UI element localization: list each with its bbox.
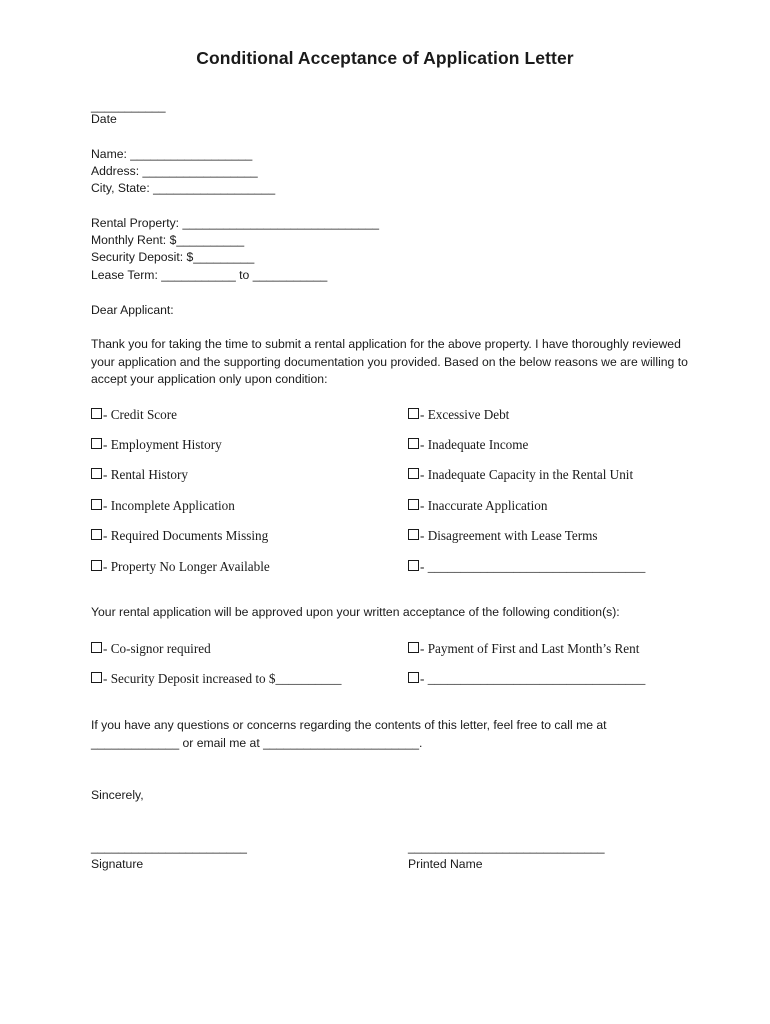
reason-checkbox[interactable]: - Incomplete Application <box>91 498 235 514</box>
condition-checkbox[interactable]: - Security Deposit increased to $__________ <box>91 671 341 687</box>
reason-checkbox[interactable]: - Inaccurate Application <box>408 498 547 514</box>
reason-checkbox[interactable]: - Employment History <box>91 437 222 453</box>
reason-checkbox[interactable]: - Inadequate Capacity in the Rental Unit <box>408 467 633 483</box>
checkbox-icon[interactable] <box>91 438 102 449</box>
checkbox-icon[interactable] <box>408 560 419 571</box>
address-field: Address: _________________ <box>91 164 258 178</box>
checkbox-icon[interactable] <box>408 672 419 683</box>
security-deposit-field: Security Deposit: $_________ <box>91 250 255 264</box>
salutation: Dear Applicant: <box>91 303 174 317</box>
condition-checkbox[interactable]: - Payment of First and Last Month’s Rent <box>408 641 639 657</box>
closing-paragraph: If you have any questions or concerns regarding the contents of this letter, feel free to call me at _____________ or email me at _______________________. <box>91 718 607 750</box>
document-title: Conditional Acceptance of Application Letter <box>196 48 574 68</box>
checkbox-icon[interactable] <box>91 499 102 510</box>
reason-checkbox[interactable]: - Credit Score <box>91 407 177 423</box>
rental-property-field: Rental Property: _____________________________ <box>91 216 380 230</box>
checkbox-icon[interactable] <box>91 672 102 683</box>
date-label: Date <box>91 112 117 126</box>
condition-checkbox[interactable]: - Co-signor required <box>91 641 211 657</box>
city-state-field: City, State: __________________ <box>91 181 276 195</box>
conditions-intro: Your rental application will be approved upon your written acceptance of the following condition(s): <box>91 605 620 619</box>
sincerely: Sincerely, <box>91 788 144 802</box>
printed-name-line: _____________________________ <box>408 840 605 854</box>
checkbox-icon[interactable] <box>91 642 102 653</box>
printed-name-label: Printed Name <box>408 857 483 871</box>
name-field: Name: __________________ <box>91 147 253 161</box>
checkbox-icon[interactable] <box>91 560 102 571</box>
checkbox-icon[interactable] <box>408 468 419 479</box>
reason-checkbox[interactable]: - Excessive Debt <box>408 407 509 423</box>
reason-checkbox[interactable]: - Rental History <box>91 467 188 483</box>
signature-line: _______________________ <box>91 840 247 854</box>
checkbox-icon[interactable] <box>91 468 102 479</box>
reason-checkbox[interactable]: - _________________________________ <box>408 559 645 575</box>
checkbox-icon[interactable] <box>91 529 102 540</box>
reason-checkbox[interactable]: - Required Documents Missing <box>91 528 268 544</box>
checkbox-icon[interactable] <box>408 438 419 449</box>
reason-checkbox[interactable]: - Property No Longer Available <box>91 559 270 575</box>
reason-checkbox[interactable]: - Inadequate Income <box>408 437 528 453</box>
checkbox-icon[interactable] <box>408 499 419 510</box>
date-blank: ___________ <box>91 99 166 113</box>
checkbox-icon[interactable] <box>91 408 102 419</box>
reason-checkbox[interactable]: - Disagreement with Lease Terms <box>408 528 598 544</box>
checkbox-icon[interactable] <box>408 642 419 653</box>
checkbox-icon[interactable] <box>408 408 419 419</box>
signature-label: Signature <box>91 857 144 871</box>
lease-term-field: Lease Term: ___________ to ___________ <box>91 268 328 282</box>
checkbox-icon[interactable] <box>408 529 419 540</box>
condition-checkbox[interactable]: - _________________________________ <box>408 671 645 687</box>
monthly-rent-field: Monthly Rent: $__________ <box>91 233 245 247</box>
intro-paragraph: Thank you for taking the time to submit a rental application for the above property. I have thoroughly reviewed your application and the supporting documentation you provided. Based on the below reasons we are willing to accept your application only upon condition: <box>91 337 688 387</box>
